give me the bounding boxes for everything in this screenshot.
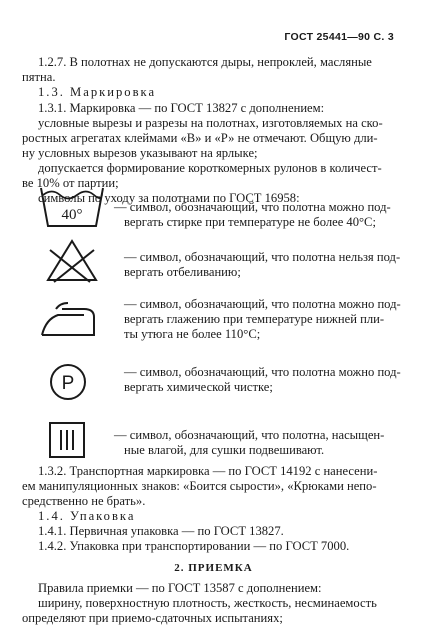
drip-dry-icon (38, 420, 108, 470)
symbol-description-line: — символ, обозначающий, что полотна можно под- (124, 365, 401, 379)
symbol-description-line: — символ, обозначающий, что полотна, насыщен- (114, 428, 385, 442)
symbol-description-line: — символ, обозначающий, что полотна можно под- (114, 200, 391, 214)
symbol-description-line: ные влагой, для сушки подвешивают. (124, 443, 325, 457)
symbol-description-line: вергать отбеливанию; (124, 265, 241, 279)
paragraph-line: условные вырезы и разрезы на полотнах, изготовляемых на ско- (38, 116, 383, 130)
symbol-description-line: — символ, обозначающий, что полотна нельзя под- (124, 250, 401, 264)
paragraph-line: пятна. (22, 70, 56, 84)
paragraph-line: 1.4.2. Упаковка при транспортировании — по ГОСТ 7000. (38, 539, 350, 553)
symbol-description-line: вергать глажению при температуре нижней пли- (124, 312, 385, 326)
paragraph-line: 1.2.7. В полотнах не допускаются дыры, непроклей, масляные (38, 55, 372, 69)
symbol-description-line: — символ, обозначающий, что полотна можно под- (124, 297, 401, 311)
paragraph-line: определяют при приемо-сдаточных испытаниях; (22, 611, 283, 625)
symbol-row-dry-clean (38, 358, 418, 408)
dry-clean-p-icon (38, 358, 108, 408)
washing-40-icon (38, 178, 108, 238)
paragraph-line: ростных агрегатах клеймами «В» и «Р» не отмечают. Общую дли- (22, 131, 378, 145)
symbol-row-washing (38, 178, 418, 238)
dry-clean-letter: P (61, 373, 75, 394)
section-heading: 1.3. Маркировка (38, 85, 157, 99)
symbol-row-no-bleach (38, 238, 418, 290)
iron-icon (38, 295, 108, 345)
paragraph-line: ем манипуляционных знаков: «Боится сырости», «Крюками непо- (22, 479, 377, 493)
symbol-description-line: вергать стирке при температуре не более 40°С; (124, 215, 376, 229)
paragraph-line: допускается формирование короткомерных рулонов в количест- (38, 161, 382, 175)
no-bleach-icon (38, 238, 108, 290)
symbol-description-line: ты утюга не более 110°С; (124, 327, 261, 341)
paragraph-line: символы по уходу за полотнами по ГОСТ 16958: (38, 191, 300, 205)
page-header: ГОСТ 25441—90 С. 3 (284, 31, 394, 43)
symbol-row-iron (38, 295, 418, 345)
paragraph-line: Правила приемки — по ГОСТ 13587 с дополнением: (38, 581, 322, 595)
section-heading: 1.4. Упаковка (38, 509, 136, 523)
section-title: 2. ПРИЕМКА (174, 562, 253, 574)
washing-temperature-label: 40° (61, 207, 83, 223)
paragraph-line: ну условных вырезов указывают на ярлыке; (22, 146, 258, 160)
paragraph-line: ве 10% от партии; (22, 176, 119, 190)
paragraph-line: ширину, поверхностную плотность, жесткость, несминаемость (38, 596, 377, 610)
paragraph-line: 1.3.1. Маркировка — по ГОСТ 13827 с дополнением: (38, 101, 325, 115)
symbol-description-line: вергать химической чистке; (124, 380, 273, 394)
paragraph-line: 1.3.2. Транспортная маркировка — по ГОСТ 14192 с нанесени- (38, 464, 378, 478)
paragraph-line: средственно не брать». (22, 494, 146, 508)
paragraph-line: 1.4.1. Первичная упаковка — по ГОСТ 13827. (38, 524, 284, 538)
symbol-row-drip-dry (38, 420, 418, 470)
